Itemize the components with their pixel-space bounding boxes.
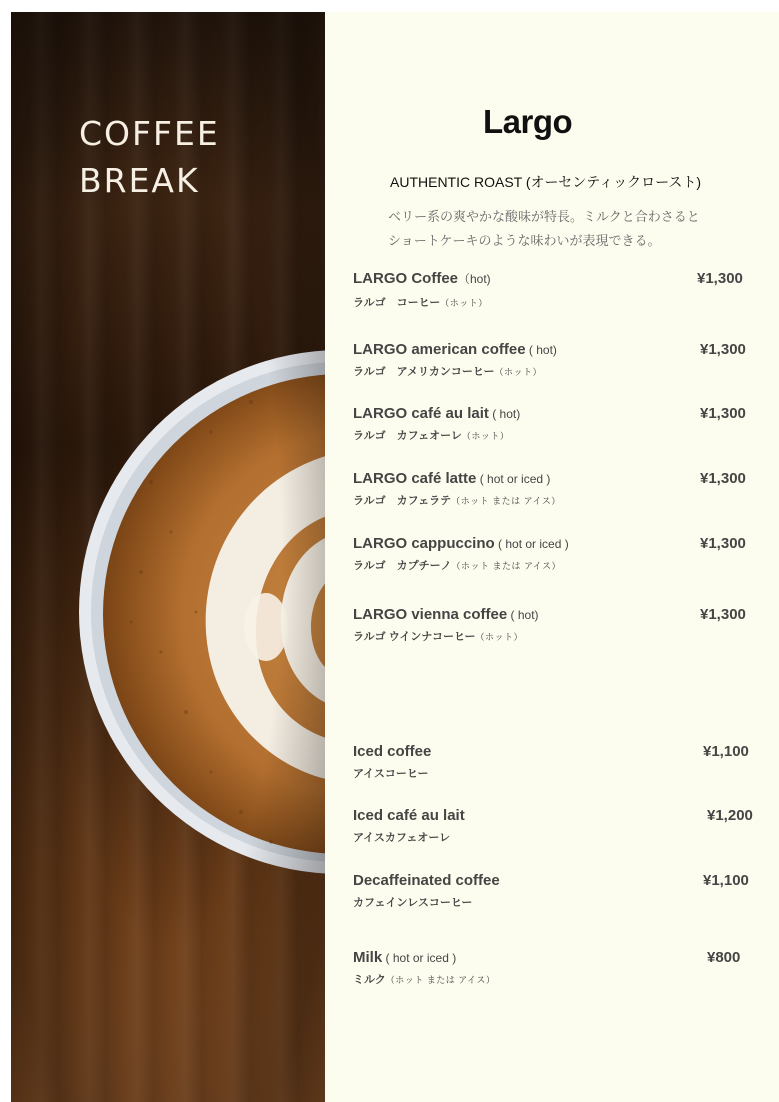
roast-subtitle: AUTHENTIC ROAST (オーセンティックロースト) [390,174,702,190]
item-name: LARGO Coffee [353,270,458,287]
menu-item [353,949,753,987]
item-price: ¥1,300 [700,470,746,487]
item-jp-name: ラルゴ ウインナコーヒー [353,631,476,643]
item-name: LARGO café au lait [353,405,489,422]
item-jp-name: カフェインレスコーヒー [353,897,473,909]
item-price: ¥1,200 [707,807,753,824]
item-name: Milk [353,949,383,966]
item-jp-name: ラルゴ コーヒー [353,297,441,309]
item-jp-name: ラルゴ アメリカンコーヒー [353,366,495,378]
item-name: Iced coffee [353,743,432,760]
description-line-1: ベリー系の爽やかな酸味が特長。ミルクと合わさると [388,209,700,224]
item-name: LARGO american coffee [353,341,526,358]
item-jp-note: （ホット または アイス） [451,496,561,506]
menu-item [353,743,753,781]
item-note: ( hot) [525,343,557,357]
item-price: ¥1,300 [700,341,746,358]
item-jp-note: （ホット または アイス） [385,975,496,985]
menu-item [353,270,753,310]
brand-logo-text [79,110,220,204]
item-price: ¥1,300 [700,535,746,552]
item-jp-note: （ホット） [494,367,542,377]
item-price: ¥1,300 [700,606,746,623]
item-note: ( hot) [488,407,521,421]
menu-item [353,341,753,379]
description-line-2: ショートケーキのような味わいが表現できる。 [388,233,661,248]
item-jp-name: ミルク [353,974,386,986]
item-name: LARGO cappuccino [353,535,495,552]
coffee-photo-panel [11,12,325,1102]
brand-line-1: COFFEE [79,114,220,153]
item-price: ¥800 [707,949,741,966]
item-jp-note: （ホット） [461,431,510,441]
menu-item [353,535,753,573]
menu-item [353,405,753,443]
item-name: LARGO vienna coffee [353,606,508,623]
item-jp-name: ラルゴ カフェラテ [353,495,452,507]
menu-item [353,470,753,508]
menu-item [353,606,753,644]
item-jp-note: （ホット） [440,298,488,308]
item-price: ¥1,300 [697,270,743,287]
item-jp-name: アイスコーヒー [353,768,429,780]
menu-item [353,807,753,845]
item-note: ( hot or iced ) [494,537,569,551]
roast-description [388,205,700,253]
item-note: ( hot) [507,608,539,622]
menu-title: Largo [483,103,573,140]
item-name: Decaffeinated coffee [353,872,500,889]
item-jp-note: （ホット または アイス） [451,561,562,571]
item-price: ¥1,300 [700,405,746,422]
item-jp-name: アイスカフェオーレ [353,832,451,844]
item-price: ¥1,100 [703,743,749,760]
item-note: （hot) [458,272,491,286]
item-jp-name: ラルゴ カフェオーレ [353,430,462,442]
item-jp-name: ラルゴ カプチーノ [353,560,452,572]
item-note: ( hot or iced ) [476,472,551,486]
item-name: LARGO café latte [353,470,477,487]
item-name: Iced café au lait [353,807,465,824]
item-price: ¥1,100 [703,872,749,889]
menu-item [353,872,753,910]
item-jp-note: （ホット） [475,632,524,642]
item-note: ( hot or iced ) [382,951,457,965]
brand-line-2: BREAK [79,161,200,200]
